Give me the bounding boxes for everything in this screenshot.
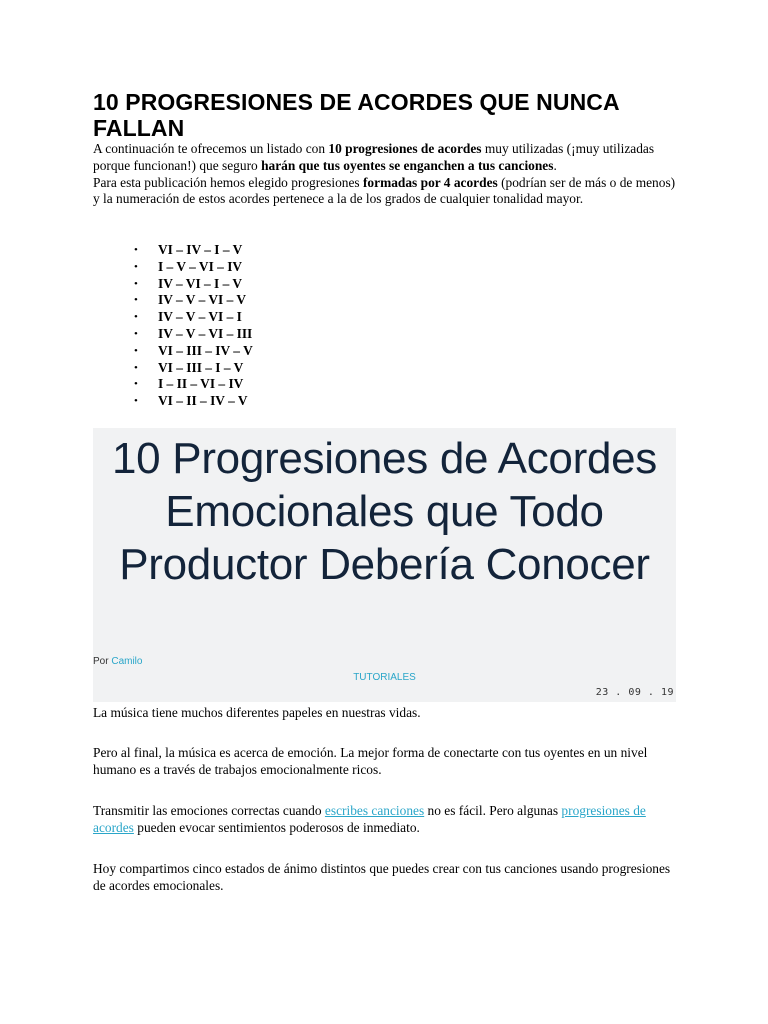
intro-text: A continuación te ofrecemos un listado con	[93, 141, 329, 156]
progression-list	[93, 242, 253, 410]
list-item	[134, 342, 253, 360]
progression-text: I – V – VI – IV	[158, 258, 243, 274]
body-paragraph-3	[93, 802, 676, 836]
author-link[interactable]: Camilo	[111, 656, 143, 667]
progression-text: I – II – VI – IV	[158, 376, 244, 392]
link-escribes-canciones[interactable]: escribes canciones	[324, 803, 425, 818]
article-body	[93, 704, 676, 918]
list-item	[134, 242, 253, 259]
intro-text: (podrían ser de más o de menos) y la numeración de estos acordes pertenece a la de los grados de cualquier tonalidad mayor.	[93, 174, 676, 207]
progression-text: IV – V – VI – V	[158, 292, 247, 308]
bullet-icon: •	[134, 294, 138, 307]
progression-text: VI – II – IV – V	[158, 393, 248, 409]
publish-date: 23 . 09 . 19	[595, 687, 674, 698]
progression-text: VI – III – I – V	[158, 359, 244, 375]
body-paragraph-1: La música tiene muchos diferentes papeles en nuestras vidas.	[93, 705, 421, 720]
intro-section	[93, 141, 676, 208]
intro-bold-text: formadas por 4 acordes	[362, 174, 498, 190]
list-item	[134, 309, 253, 326]
body-text: no es fácil. Pero algunas	[424, 803, 562, 818]
progression-text: IV – V – VI – III	[158, 325, 253, 341]
intro-bold-text: 10 progresiones de acordes	[328, 141, 482, 156]
list-item	[134, 393, 253, 410]
list-item	[134, 258, 253, 276]
body-paragraph-2: Pero al final, la música es acerca de emoción. La mejor forma de conectarte con tus oyentes en un nivel humano es a través de trabajos emocionalmente ricos.	[93, 745, 648, 777]
bullet-icon: •	[134, 395, 138, 408]
bullet-icon: •	[134, 244, 138, 256]
list-item	[134, 275, 253, 293]
intro-bold-text: harán que tus oyentes se enganchen a tus canciones	[261, 157, 554, 173]
bullet-icon: •	[134, 327, 138, 340]
bullet-icon: •	[134, 344, 138, 357]
link-progresiones-de-acordes[interactable]: progresiones de acordes	[93, 803, 646, 835]
bullet-icon: •	[134, 378, 138, 391]
article-title: 10 Progresiones de Acordes Emocionales que Todo Productor Debería Conocer	[112, 434, 657, 589]
intro-text: Para esta publicación hemos elegido progresiones	[93, 174, 363, 190]
byline-label: Por	[93, 656, 109, 667]
list-item	[134, 376, 253, 393]
intro-paragraph-2	[93, 175, 676, 209]
author-byline	[93, 656, 142, 667]
list-item	[134, 325, 253, 343]
bullet-icon: •	[134, 277, 138, 290]
body-paragraph-4: Hoy compartimos cinco estados de ánimo distintos que puedes crear con tus canciones usando progresiones de acordes emocionales.	[93, 861, 671, 893]
bullet-icon: •	[134, 260, 138, 273]
progression-text: IV – VI – I – V	[158, 275, 243, 291]
progression-text: VI – III – IV – V	[158, 342, 253, 358]
bullet-icon: •	[134, 311, 138, 324]
progression-text: IV – V – VI – I	[158, 309, 242, 325]
intro-text: muy utilizadas (¡muy utilizadas porque funcionan!) que seguro	[93, 141, 655, 173]
category-link[interactable]: TUTORIALES	[353, 672, 416, 683]
intro-paragraph-1	[93, 141, 676, 175]
progression-text: VI – IV – I – V	[158, 242, 243, 257]
intro-text: .	[553, 157, 557, 173]
article-header-card	[93, 428, 676, 702]
body-text: pueden evocar sentimientos poderosos de inmediato.	[133, 820, 420, 835]
page-title: 10 PROGRESIONES DE ACORDES QUE NUNCA FALLAN	[93, 89, 619, 141]
bullet-icon: •	[134, 361, 138, 374]
list-item	[134, 292, 253, 309]
body-text: Transmitir las emociones correctas cuando	[93, 803, 325, 818]
list-item	[134, 359, 253, 377]
